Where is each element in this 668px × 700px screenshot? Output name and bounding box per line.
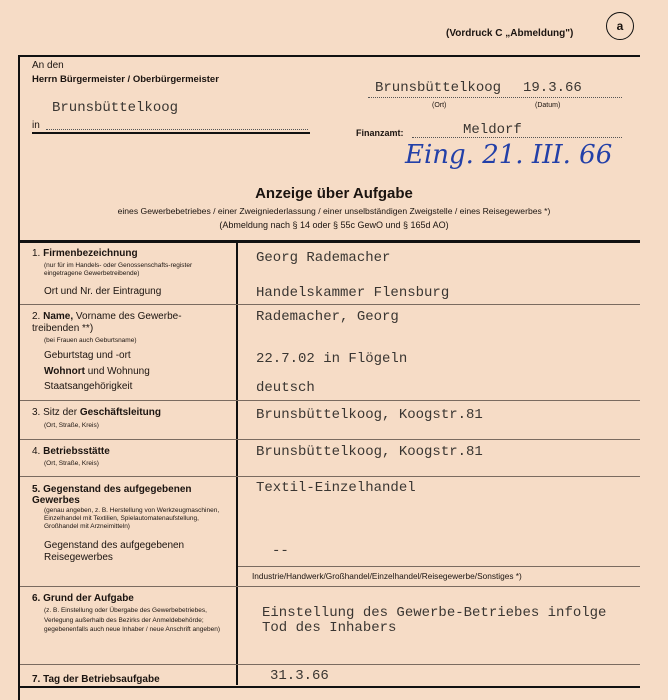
company-name-value: Georg Rademacher bbox=[256, 250, 391, 266]
row4-title: Betriebsstätte bbox=[43, 446, 110, 457]
handwritten-receipt-note: Eing. 21. III. 66 bbox=[405, 140, 613, 170]
finanzamt-value: Meldorf bbox=[463, 122, 522, 138]
row4-number: 4. bbox=[32, 446, 41, 457]
birth-value: 22.7.02 in Flögeln bbox=[256, 351, 408, 367]
date-field: 19.3.66 bbox=[523, 80, 582, 96]
row1-sub: Ort und Nr. der Eintragung bbox=[44, 286, 162, 297]
itinerant-trade-value: -- bbox=[272, 543, 289, 559]
row2-title-rest: Vorname des Gewerbe-treibenden **) bbox=[32, 311, 182, 334]
date-label: (Datum) bbox=[535, 102, 561, 109]
row5-sub: Gegenstand des aufgegebenen Reisegewerbes bbox=[44, 540, 185, 563]
in-label: in bbox=[32, 120, 40, 131]
row3-note: (Ort, Straße, Kreis) bbox=[44, 422, 99, 429]
reason-value-line1: Einstellung des Gewerbe-Betriebes infolge bbox=[262, 605, 607, 621]
row2-sub2-rest: und Wohnung bbox=[84, 366, 150, 377]
row1-note: (nur für im Handels- oder Genossenschafts-register eingetragene Gewerbetreibende) bbox=[44, 262, 193, 277]
place-label: (Ort) bbox=[432, 102, 447, 109]
row5-title: Gegenstand des aufgegebenen Gewerbes bbox=[32, 484, 192, 506]
business-site-value: Brunsbüttelkoog, Koogstr.81 bbox=[256, 444, 483, 460]
category-options: Industrie/Handwerk/Großhandel/Einzelhandel/Reisegewerbe/Sonstiges *) bbox=[252, 571, 522, 581]
row5-note: (genau angeben, z. B. Herstellung von Werkzeugmaschinen, Einzelhandel mit Textilien, Spielautomatenaufstellung, Großhandel mit Arzneimitteln) bbox=[44, 507, 220, 530]
finanzamt-label: Finanzamt: bbox=[356, 128, 404, 138]
row1-number: 1. bbox=[32, 248, 41, 259]
address-city: Brunsbüttelkoog bbox=[52, 100, 179, 116]
place-field: Brunsbüttelkoog bbox=[375, 80, 502, 96]
row6-note: (z. B. Einstellung oder Übergabe des Gewerbebetriebes, Verlegung außerhalb des Bezirks der Anmeldebehörde; gegebenenfalls auch neue Inhaber / neue Anschrift angeben) bbox=[44, 607, 220, 633]
row3-title-pre: Sitz der bbox=[43, 407, 80, 418]
row2-number: 2. bbox=[32, 311, 41, 322]
row7-title: Tag der Betriebsaufgabe bbox=[43, 674, 160, 685]
form-code: (Vordruck C „Abmeldung") bbox=[446, 28, 574, 39]
row1-title: Firmenbezeichnung bbox=[43, 248, 138, 259]
form-subtitle: eines Gewerbebetriebes / einer Zweigniederlassung / einer unselbständigen Zweigstelle / eines Reisegewerbes *) bbox=[117, 206, 551, 216]
row6-number: 6. bbox=[32, 593, 41, 604]
management-seat-value: Brunsbüttelkoog, Koogstr.81 bbox=[256, 407, 483, 423]
row2-sub3: Staatsangehörigkeit bbox=[44, 381, 133, 392]
row4-note: (Ort, Straße, Kreis) bbox=[44, 460, 99, 467]
row6-title: Grund der Aufgabe bbox=[43, 593, 134, 604]
row5-number: 5. bbox=[32, 484, 41, 495]
closure-date-value: 31.3.66 bbox=[270, 668, 329, 684]
business-object-value: Textil-Einzelhandel bbox=[256, 480, 416, 496]
form-legal-basis: (Abmeldung nach § 14 oder § 55c GewO und § 165d AO) bbox=[219, 220, 449, 230]
row2-note: (bei Frauen auch Geburtsname) bbox=[44, 337, 137, 344]
address-line2: Herrn Bürgermeister / Oberbürgermeister bbox=[32, 74, 219, 85]
row3-title: Geschäftsleitung bbox=[79, 407, 161, 418]
row2-title: Name, bbox=[43, 311, 74, 322]
row2-sub2-bold: Wohnort bbox=[44, 366, 85, 377]
nationality-value: deutsch bbox=[256, 380, 315, 396]
form-title: Anzeige über Aufgabe bbox=[255, 185, 413, 202]
registration-value: Handelskammer Flensburg bbox=[256, 285, 450, 301]
address-line1: An den bbox=[32, 60, 64, 71]
row7-number: 7. bbox=[32, 674, 41, 685]
owner-name-value: Rademacher, Georg bbox=[256, 309, 399, 325]
row2-sub1: Geburtstag und -ort bbox=[44, 350, 131, 361]
row3-number: 3. bbox=[32, 407, 41, 418]
circle-mark: a bbox=[606, 12, 634, 40]
reason-value-line2: Tod des Inhabers bbox=[262, 620, 397, 636]
